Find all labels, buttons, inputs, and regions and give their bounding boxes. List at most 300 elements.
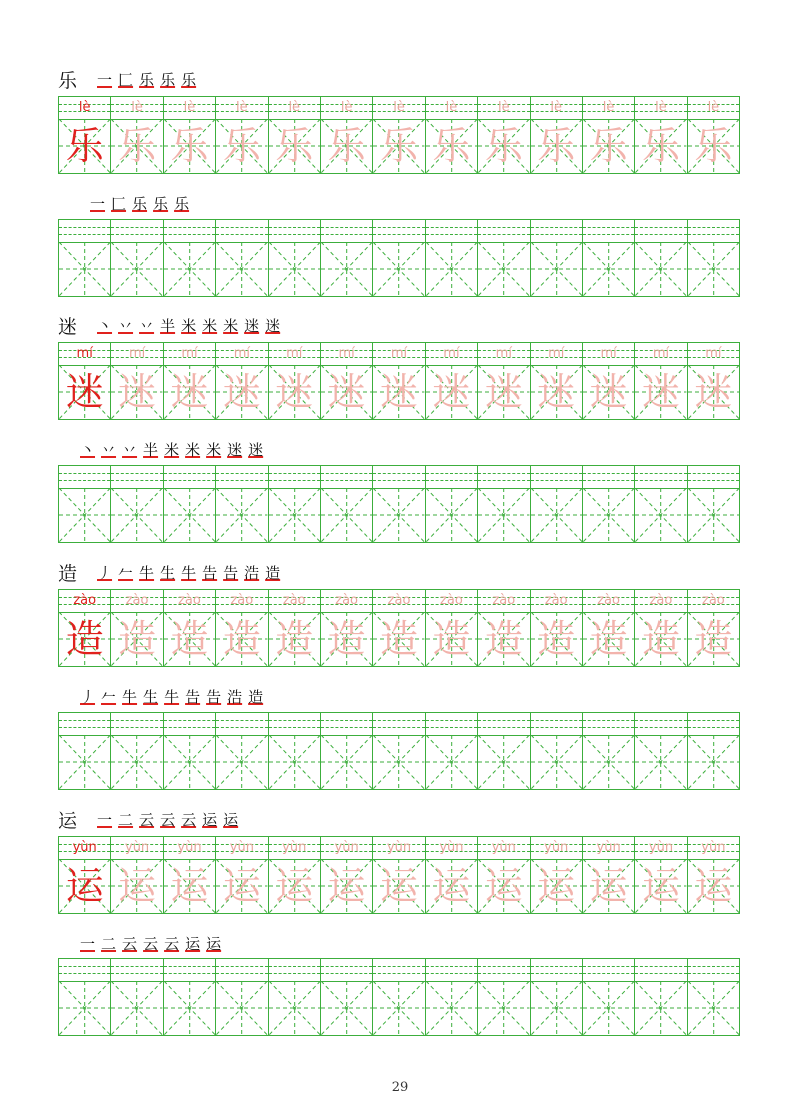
stroke-steps	[97, 810, 238, 832]
writing-cell[interactable]	[321, 713, 373, 789]
practice-grid-model	[58, 589, 740, 667]
header-char: 造	[58, 563, 78, 585]
stroke-step: 生	[160, 564, 176, 582]
stroke-step: 米	[223, 317, 239, 335]
pinyin-label: mí	[338, 346, 355, 361]
writing-cell	[688, 590, 739, 666]
stroke-steps	[80, 934, 221, 956]
pinyin-guide-lines	[635, 713, 686, 735]
pinyin-guide-lines	[59, 713, 110, 735]
writing-cell[interactable]	[688, 959, 739, 1035]
tian-grid-guides	[59, 735, 110, 789]
pinyin-label: lè	[550, 100, 563, 115]
writing-cell[interactable]	[164, 466, 216, 542]
writing-cell[interactable]	[531, 220, 583, 296]
model-character: 乐	[589, 124, 628, 168]
tian-grid-guides	[164, 735, 215, 789]
pinyin-guide-lines	[269, 713, 320, 735]
writing-cell[interactable]	[59, 466, 111, 542]
model-character: 运	[65, 864, 104, 908]
stroke-order-line-le	[58, 66, 196, 92]
writing-cell[interactable]	[216, 220, 268, 296]
writing-cell	[216, 837, 268, 913]
stroke-step: 迷	[248, 441, 264, 459]
writing-cell[interactable]	[426, 466, 478, 542]
tian-grid-guides	[269, 488, 320, 542]
stroke-step: 云	[160, 811, 176, 829]
writing-cell	[59, 343, 111, 419]
tian-grid-guides	[216, 735, 267, 789]
writing-cell[interactable]	[111, 220, 163, 296]
writing-cell[interactable]	[269, 713, 321, 789]
stroke-order-line-le-practice	[90, 190, 189, 216]
practice-grid-blank[interactable]	[58, 712, 740, 790]
pinyin-label: lè	[288, 100, 301, 115]
model-character: 运	[118, 864, 157, 908]
writing-cell[interactable]	[373, 713, 425, 789]
writing-cell	[478, 837, 530, 913]
writing-cell[interactable]	[164, 713, 216, 789]
pinyin-label: yùn	[334, 840, 359, 855]
pinyin-guide-lines	[373, 959, 424, 981]
stroke-steps	[90, 194, 189, 216]
stroke-order-line-mi-practice	[80, 436, 263, 462]
writing-cell	[688, 343, 739, 419]
model-character: 乐	[537, 124, 576, 168]
practice-grid-blank[interactable]	[58, 465, 740, 543]
writing-cell	[164, 837, 216, 913]
stroke-step: 造	[248, 688, 264, 706]
tian-grid-guides	[688, 242, 739, 296]
writing-cell[interactable]	[688, 713, 739, 789]
pinyin-label: zào	[544, 593, 568, 608]
pinyin-label: yùn	[386, 840, 412, 855]
model-character: 乐	[170, 124, 209, 168]
practice-grid-model	[58, 342, 740, 420]
tian-grid-guides	[111, 981, 162, 1035]
writing-cell	[478, 343, 530, 419]
writing-cell[interactable]	[59, 959, 111, 1035]
writing-cell[interactable]	[373, 959, 425, 1035]
pinyin-guide-lines	[164, 713, 215, 735]
pinyin-guide-lines	[321, 466, 372, 488]
stroke-step: 告	[185, 688, 201, 706]
model-character: 运	[380, 864, 419, 908]
model-character: 造	[65, 617, 104, 661]
pinyin-guide-lines	[583, 713, 634, 735]
model-character: 造	[222, 617, 261, 661]
writing-cell[interactable]	[321, 220, 373, 296]
writing-cell[interactable]	[635, 713, 687, 789]
pinyin-label: zào	[282, 593, 306, 608]
pinyin-guide-lines	[635, 959, 686, 981]
pinyin-guide-lines	[269, 466, 320, 488]
writing-cell[interactable]	[59, 713, 111, 789]
pinyin-label: yùn	[177, 840, 202, 855]
writing-cell[interactable]	[531, 466, 583, 542]
model-character: 造	[537, 617, 576, 661]
header-char: 迷	[58, 316, 78, 338]
stroke-step: 牛	[122, 688, 138, 706]
pinyin-label: lè	[393, 100, 405, 115]
pinyin-guide-lines	[164, 466, 215, 488]
model-character: 运	[170, 864, 209, 908]
pinyin-guide-lines	[478, 466, 529, 488]
writing-cell	[321, 343, 373, 419]
tian-grid-guides	[583, 735, 634, 789]
tian-grid-guides	[478, 735, 529, 789]
writing-cell[interactable]	[269, 220, 321, 296]
model-character: 迷	[118, 370, 157, 414]
writing-cell[interactable]	[635, 220, 687, 296]
writing-cell[interactable]	[164, 220, 216, 296]
model-character: 迷	[694, 370, 733, 414]
stroke-order-line-yun-practice	[80, 930, 221, 956]
tian-grid-guides	[688, 981, 739, 1035]
pinyin-guide-lines	[269, 220, 320, 242]
stroke-step: 一	[97, 811, 113, 829]
writing-cell[interactable]	[531, 713, 583, 789]
writing-cell[interactable]	[583, 959, 635, 1035]
stroke-step: 乐	[181, 71, 197, 89]
stroke-step: 迷	[265, 317, 281, 335]
model-character: 乐	[275, 124, 314, 168]
tian-grid-guides	[111, 735, 162, 789]
pinyin-label: mí	[705, 346, 722, 361]
pinyin-guide-lines	[531, 713, 582, 735]
stroke-step: 运	[202, 811, 218, 829]
tian-grid-guides	[478, 488, 529, 542]
tian-grid-guides	[59, 981, 110, 1035]
pinyin-label: mí	[233, 346, 250, 361]
writing-cell	[373, 837, 425, 913]
writing-cell	[426, 343, 478, 419]
tian-grid-guides	[531, 735, 582, 789]
tian-grid-guides	[321, 735, 372, 789]
model-character: 运	[484, 864, 523, 908]
writing-cell[interactable]	[164, 959, 216, 1035]
tian-grid-guides	[373, 488, 424, 542]
model-character: 迷	[432, 370, 471, 414]
tian-grid-guides	[688, 735, 739, 789]
pinyin-guide-lines	[321, 713, 372, 735]
stroke-order-line-zao	[58, 559, 280, 585]
pinyin-label: yùn	[439, 840, 464, 855]
model-character: 造	[484, 617, 523, 661]
writing-cell	[216, 97, 268, 173]
pinyin-guide-lines	[531, 959, 582, 981]
writing-cell[interactable]	[269, 959, 321, 1035]
page-number: 29	[391, 1080, 409, 1095]
tian-grid-guides	[216, 981, 267, 1035]
writing-cell[interactable]	[321, 959, 373, 1035]
pinyin-label: zào	[335, 593, 359, 608]
tian-grid-guides	[426, 242, 477, 296]
stroke-step: 浩	[244, 564, 260, 582]
pinyin-guide-lines	[216, 466, 267, 488]
pinyin-guide-lines	[688, 466, 739, 488]
pinyin-label: yùn	[596, 840, 621, 855]
writing-cell[interactable]	[688, 220, 739, 296]
stroke-step: 告	[206, 688, 222, 706]
writing-cell	[321, 97, 373, 173]
pinyin-label: lè	[236, 100, 248, 115]
writing-cell[interactable]	[59, 220, 111, 296]
pinyin-label: lè	[602, 100, 615, 115]
tian-grid-guides	[59, 242, 110, 296]
writing-cell[interactable]	[583, 466, 635, 542]
pinyin-guide-lines	[373, 220, 424, 242]
pinyin-label: lè	[131, 100, 143, 115]
pinyin-guide-lines	[216, 959, 267, 981]
writing-cell	[531, 97, 583, 173]
pinyin-guide-lines	[426, 220, 477, 242]
model-character: 迷	[222, 370, 261, 414]
pinyin-label: yùn	[282, 840, 307, 855]
pinyin-label: zào	[230, 593, 254, 608]
tian-grid-guides	[531, 981, 582, 1035]
stroke-step: 告	[202, 564, 218, 582]
practice-grid-blank[interactable]	[58, 219, 740, 297]
pinyin-label: lè	[498, 100, 510, 115]
pinyin-guide-lines	[478, 713, 529, 735]
writing-cell	[111, 97, 163, 173]
model-character: 迷	[327, 370, 366, 414]
writing-cell[interactable]	[583, 713, 635, 789]
model-character: 造	[118, 617, 157, 661]
writing-cell[interactable]	[478, 959, 530, 1035]
tian-grid-guides	[111, 488, 162, 542]
pinyin-guide-lines	[216, 713, 267, 735]
writing-cell[interactable]	[583, 220, 635, 296]
writing-cell[interactable]	[478, 466, 530, 542]
writing-cell[interactable]	[269, 466, 321, 542]
stroke-step: 匚	[118, 71, 134, 89]
stroke-step: 迷	[244, 317, 260, 335]
stroke-step: 米	[185, 441, 201, 459]
pinyin-label: zào	[597, 593, 620, 608]
pinyin-label: yùn	[72, 840, 97, 855]
tian-grid-guides	[321, 981, 372, 1035]
tian-grid-guides	[164, 981, 215, 1035]
writing-cell	[164, 343, 216, 419]
writing-cell[interactable]	[635, 466, 687, 542]
stroke-step: 云	[181, 811, 197, 829]
writing-cell	[111, 343, 163, 419]
stroke-order-line-zao-practice	[80, 683, 263, 709]
tian-grid-guides	[478, 242, 529, 296]
pinyin-label: mí	[495, 346, 512, 361]
stroke-step: 丷	[101, 441, 117, 459]
writing-cell[interactable]	[111, 713, 163, 789]
stroke-step: 匚	[111, 195, 127, 213]
tian-grid-guides	[59, 488, 110, 542]
pinyin-guide-lines	[321, 220, 372, 242]
writing-cell[interactable]	[216, 959, 268, 1035]
pinyin-guide-lines	[59, 959, 110, 981]
header-char: 乐	[58, 70, 78, 92]
practice-grid-model	[58, 96, 740, 174]
pinyin-label: zào	[125, 593, 149, 608]
writing-cell	[269, 837, 321, 913]
writing-cell[interactable]	[373, 466, 425, 542]
writing-cell[interactable]	[426, 220, 478, 296]
writing-cell[interactable]	[111, 959, 163, 1035]
model-character: 运	[222, 864, 261, 908]
tian-grid-guides	[216, 242, 267, 296]
tian-grid-guides	[583, 981, 634, 1035]
tian-grid-guides	[583, 242, 634, 296]
writing-cell	[688, 97, 739, 173]
pinyin-label: yùn	[229, 840, 254, 855]
stroke-steps	[80, 440, 263, 462]
pinyin-guide-lines	[216, 220, 267, 242]
writing-cell[interactable]	[688, 466, 739, 542]
pinyin-label: lè	[445, 100, 458, 115]
writing-cell[interactable]	[216, 713, 268, 789]
model-character: 造	[380, 617, 419, 661]
stroke-step: 丶	[80, 441, 96, 459]
tian-grid-guides	[531, 242, 582, 296]
writing-cell	[426, 97, 478, 173]
pinyin-guide-lines	[478, 959, 529, 981]
pinyin-guide-lines	[59, 466, 110, 488]
stroke-step: 牛	[164, 688, 180, 706]
pinyin-label: lè	[655, 100, 667, 115]
model-character: 运	[432, 864, 471, 908]
stroke-step: 云	[164, 935, 180, 953]
pinyin-label: yùn	[125, 840, 150, 855]
writing-cell	[321, 837, 373, 913]
practice-grid-model	[58, 836, 740, 914]
model-character: 乐	[380, 124, 419, 168]
pinyin-label: yùn	[648, 840, 674, 855]
stroke-step: 二	[118, 811, 134, 829]
pinyin-label: mí	[181, 346, 198, 361]
stroke-step: 云	[143, 935, 159, 953]
pinyin-guide-lines	[635, 466, 686, 488]
stroke-step: 生	[143, 688, 159, 706]
stroke-step: 米	[181, 317, 197, 335]
stroke-step: 半	[160, 317, 176, 335]
writing-cell[interactable]	[373, 220, 425, 296]
model-character: 迷	[275, 370, 314, 414]
pinyin-label: mí	[286, 346, 303, 361]
stroke-step: 半	[143, 441, 159, 459]
stroke-step: 运	[185, 935, 201, 953]
tian-grid-guides	[635, 735, 686, 789]
stroke-steps	[80, 687, 263, 709]
pinyin-label: mí	[443, 346, 460, 361]
pinyin-label: zào	[649, 593, 673, 608]
stroke-step: 𠂉	[118, 564, 134, 582]
tian-grid-guides	[111, 242, 162, 296]
pinyin-guide-lines	[426, 959, 477, 981]
stroke-step: 米	[202, 317, 218, 335]
model-character: 乐	[432, 124, 471, 168]
writing-cell	[164, 590, 216, 666]
stroke-step: 迷	[227, 441, 243, 459]
tian-grid-guides	[164, 242, 215, 296]
writing-cell	[111, 837, 163, 913]
stroke-steps	[97, 563, 280, 585]
stroke-step: 丶	[97, 317, 113, 335]
writing-cell[interactable]	[426, 959, 478, 1035]
writing-cell[interactable]	[635, 959, 687, 1035]
writing-cell	[583, 343, 635, 419]
stroke-step: 一	[80, 935, 96, 953]
writing-cell	[269, 97, 321, 173]
pinyin-guide-lines	[321, 959, 372, 981]
writing-cell	[531, 590, 583, 666]
practice-grid-blank[interactable]	[58, 958, 740, 1036]
tian-grid-guides	[531, 488, 582, 542]
writing-cell	[635, 590, 687, 666]
model-character: 迷	[537, 370, 576, 414]
stroke-step: 乐	[160, 71, 176, 89]
writing-cell[interactable]	[111, 466, 163, 542]
model-character: 迷	[170, 370, 209, 414]
model-character: 运	[327, 864, 366, 908]
writing-cell[interactable]	[478, 713, 530, 789]
pinyin-guide-lines	[531, 220, 582, 242]
tian-grid-guides	[583, 488, 634, 542]
model-character: 乐	[118, 124, 157, 168]
pinyin-label: lè	[183, 100, 196, 115]
writing-cell	[583, 837, 635, 913]
writing-cell	[426, 590, 478, 666]
pinyin-guide-lines	[111, 959, 162, 981]
pinyin-label: zào	[702, 593, 725, 608]
pinyin-guide-lines	[478, 220, 529, 242]
writing-cell[interactable]	[531, 959, 583, 1035]
pinyin-label: lè	[78, 100, 91, 115]
stroke-step: 丿	[97, 564, 113, 582]
stroke-step: 牛	[181, 564, 197, 582]
writing-cell	[216, 343, 268, 419]
writing-cell	[164, 97, 216, 173]
writing-cell	[373, 97, 425, 173]
writing-cell	[478, 590, 530, 666]
pinyin-label: mí	[652, 346, 670, 361]
writing-cell	[583, 590, 635, 666]
model-character: 迷	[484, 370, 523, 414]
writing-cell	[531, 837, 583, 913]
pinyin-guide-lines	[426, 713, 477, 735]
pinyin-guide-lines	[688, 220, 739, 242]
model-character: 乐	[694, 124, 733, 168]
stroke-step: 乐	[153, 195, 169, 213]
pinyin-label: mí	[76, 346, 93, 361]
stroke-step: 米	[164, 441, 180, 459]
model-character: 造	[170, 617, 209, 661]
tian-grid-guides	[635, 488, 686, 542]
writing-cell[interactable]	[216, 466, 268, 542]
writing-cell[interactable]	[478, 220, 530, 296]
pinyin-label: zào	[178, 593, 201, 608]
tian-grid-guides	[373, 242, 424, 296]
stroke-step: 二	[101, 935, 117, 953]
writing-cell	[478, 97, 530, 173]
stroke-step: 一	[97, 71, 113, 89]
tian-grid-guides	[635, 242, 686, 296]
stroke-step: 𠂉	[101, 688, 117, 706]
pinyin-guide-lines	[426, 466, 477, 488]
writing-cell[interactable]	[321, 466, 373, 542]
pinyin-guide-lines	[59, 220, 110, 242]
pinyin-guide-lines	[164, 220, 215, 242]
writing-cell[interactable]	[426, 713, 478, 789]
